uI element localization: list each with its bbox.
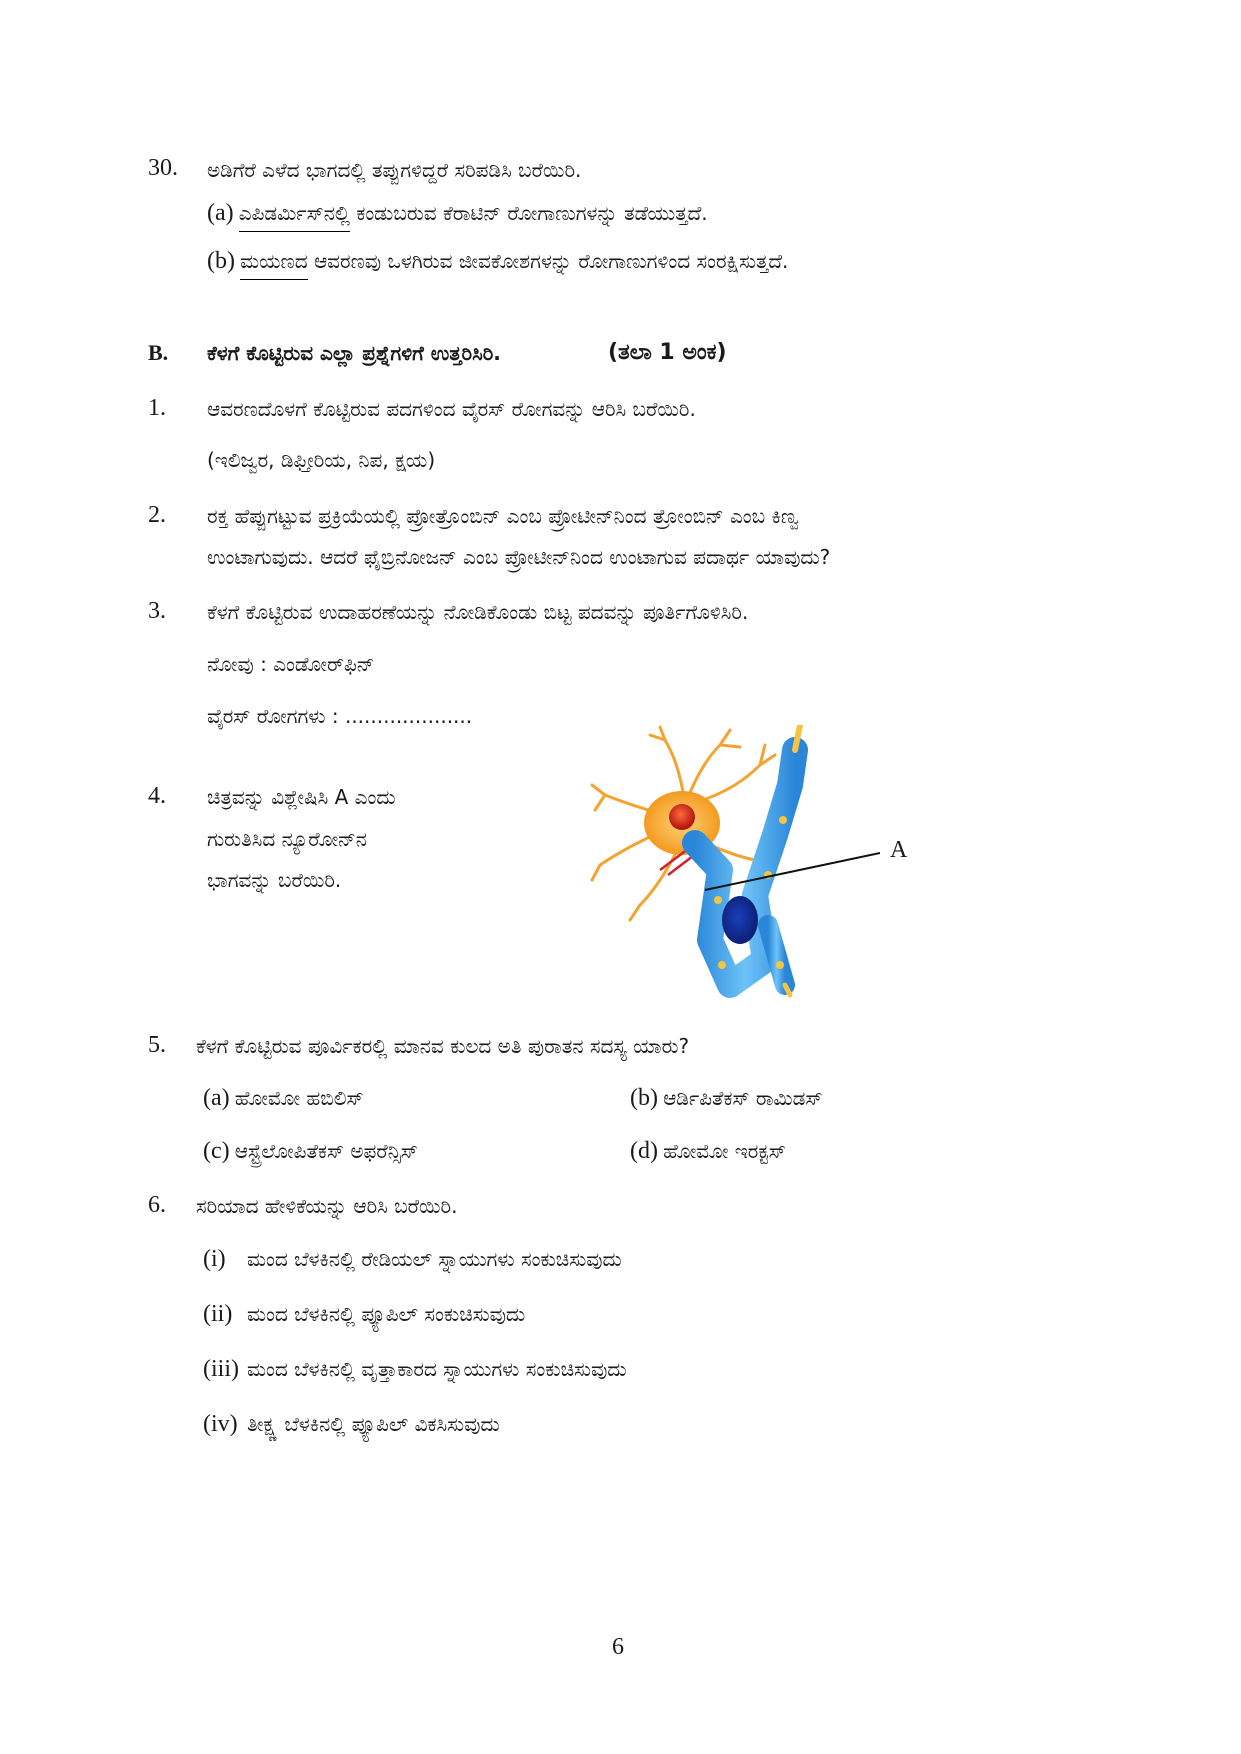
schwann-cell-nucleus — [722, 896, 758, 944]
q5-d-label: (d) — [630, 1138, 658, 1164]
q4-number: 4. — [148, 783, 166, 809]
q5-option-d — [630, 1138, 786, 1165]
q6-option-iii — [203, 1356, 627, 1383]
q5-b-text: ಆರ್ಡಿಪಿತೆಕಸ್ ರಾಮಿಡಸ್ — [663, 1086, 823, 1110]
q30-b-label: (b) — [207, 248, 235, 274]
q3-text: ಕೆಳಗೆ ಕೊಟ್ಟಿರುವ ಉದಾಹರಣೆಯನ್ನು ನೋಡಿಕೊಂಡು ಬಿಟ್ಟ ಪದವನ್ನು ಪೂರ್ತಿಗೊಳಿಸಿರಿ. — [207, 600, 749, 624]
label-a: A — [890, 837, 908, 863]
q6-ii-label: (ii) — [203, 1301, 233, 1327]
q30-a-underlined: ಎಪಿಡರ್ಮಿಸ್‌ನಲ್ಲಿ — [239, 201, 350, 232]
q6-option-iv — [203, 1411, 500, 1438]
q4-line3: ಭಾಗವನ್ನು ಬರೆಯಿರಿ. — [207, 868, 342, 892]
q6-iv-text: ತೀಕ್ಷ್ಣ ಬೆಳಕಿನಲ್ಲಿ ಪ್ಯೂಪಿಲ್ ವಿಕಸಿಸುವುದು — [247, 1412, 500, 1436]
q5-a-text: ಹೋಮೋ ಹಬಿಲಿಸ್ — [234, 1086, 364, 1110]
q30-text: ಅಡಿಗೆರೆ ಎಳೆದ ಭಾಗದಲ್ಲಿ ತಪ್ಪುಗಳಿದ್ದರೆ ಸರಿಪಡಿಸಿ ಬರೆಯಿರಿ. — [207, 158, 582, 182]
page-number: 6 — [612, 1634, 624, 1660]
section-b-marks: (ತಲಾ 1 ಅಂಕ) — [608, 340, 727, 365]
axon — [695, 725, 800, 995]
q1-number: 1. — [148, 395, 166, 421]
q2-line2: ಉಂಟಾಗುವುದು. ಆದರೆ ಫೈಬ್ರಿನೋಜನ್ ಎಂಬ ಪ್ರೋಟೀನ್‌ನಿಂದ ಉಂಟಾಗುವ ಪದಾರ್ಥ ಯಾವುದು? — [207, 545, 831, 569]
q6-i-text: ಮಂದ ಬೆಳಕಿನಲ್ಲಿ ರೇಡಿಯಲ್ ಸ್ನಾಯುಗಳು ಸಂಕುಚಿಸುವುದು — [247, 1247, 622, 1271]
q30-a-text: ಕಂಡುಬರುವ ಕೆರಾಟಿನ್ ರೋಗಾಣುಗಳನ್ನು ತಡೆಯುತ್ತದೆ. — [349, 201, 708, 225]
q5-c-text: ಆಸ್ಟ್ರೆಲೋಪಿತೆಕಸ್ ಅಫರೆನ್ಸಿಸ್ — [234, 1139, 418, 1163]
q6-iv-label: (iv) — [203, 1411, 238, 1437]
q6-ii-text: ಮಂದ ಬೆಳಕಿನಲ್ಲಿ ಪ್ಯೂಪಿಲ್ ಸಂಕುಚಿಸುವುದು — [247, 1302, 526, 1326]
q6-text: ಸರಿಯಾದ ಹೇಳಿಕೆಯನ್ನು ಆರಿಸಿ ಬರೆಯಿರಿ. — [196, 1194, 458, 1218]
q4-line2: ಗುರುತಿಸಿದ ನ್ಯೂರೋನ್‌ನ — [207, 827, 367, 851]
q30-number: 30. — [148, 155, 178, 181]
q5-option-c — [203, 1138, 418, 1165]
q3-number: 3. — [148, 598, 166, 624]
q6-iii-label: (iii) — [203, 1356, 239, 1382]
nucleus — [669, 804, 695, 830]
q3-example: ನೋವು : ಎಂಡೋರ್‌ಫಿನ್ — [207, 652, 375, 676]
q5-c-label: (c) — [203, 1138, 230, 1164]
q6-number: 6. — [148, 1192, 166, 1218]
section-b-title: ಕೆಳಗೆ ಕೊಟ್ಟಿರುವ ಎಲ್ಲಾ ಪ್ರಶ್ನೆಗಳಿಗೆ ಉತ್ತರಿಸಿರಿ. — [207, 341, 501, 365]
q5-d-text: ಹೋಮೋ ಇರಕ್ಟಸ್ — [663, 1139, 786, 1163]
q2-number: 2. — [148, 502, 166, 528]
q5-option-a — [203, 1085, 364, 1112]
q5-option-b — [630, 1085, 823, 1112]
q6-option-ii — [203, 1301, 525, 1328]
q5-b-label: (b) — [630, 1085, 658, 1111]
q1-options: (ಇಲಿಜ್ವರ, ಡಿಫ್ತೀರಿಯ, ನಿಪ, ಕ್ಷಯ) — [207, 448, 436, 472]
q30-option-b — [207, 248, 788, 275]
section-b-letter: B. — [148, 340, 169, 365]
q5-text: ಕೆಳಗೆ ಕೊಟ್ಟಿರುವ ಪೂರ್ವಿಕರಲ್ಲಿ ಮಾನವ ಕುಲದ ಅತಿ ಪುರಾತನ ಸದಸ್ಯ ಯಾರು? — [196, 1034, 690, 1058]
q6-option-i — [203, 1246, 622, 1273]
q5-a-label: (a) — [203, 1085, 230, 1111]
q3-blank: ವೈರಸ್ ರೋಗಗಳು : .................... — [207, 704, 473, 728]
q2-line1: ರಕ್ತ ಹೆಪ್ಪುಗಟ್ಟುವ ಪ್ರಕ್ರಿಯೆಯಲ್ಲಿ ಪ್ರೋತ್ರೊಂಬಿನ್ ಎಂಬ ಪ್ರೋಟೀನ್‌ನಿಂದ ತ್ರೋಂಬಿನ್ ಎಂಬ ಕಿಣ್ವ — [207, 504, 799, 528]
q5-number: 5. — [148, 1032, 166, 1058]
q6-i-label: (i) — [203, 1246, 226, 1272]
q30-b-underlined: ಮಯಣದ — [240, 249, 308, 280]
q30-option-a — [207, 200, 708, 227]
q30-a-label: (a) — [207, 200, 234, 226]
neuron-figure — [590, 725, 880, 1005]
q1-text: ಆವರಣದೊಳಗೆ ಕೊಟ್ಟಿರುವ ಪದಗಳಿಂದ ವೈರಸ್ ರೋಗವನ್ನು ಆರಿಸಿ ಬರೆಯಿರಿ. — [207, 397, 696, 421]
q6-iii-text: ಮಂದ ಬೆಳಕಿನಲ್ಲಿ ವೃತ್ತಾಕಾರದ ಸ್ನಾಯುಗಳು ಸಂಕುಚಿಸುವುದು — [247, 1357, 627, 1381]
q4-line1: ಚಿತ್ರವನ್ನು ವಿಶ್ಲೇಷಿಸಿ A ಎಂದು — [207, 785, 396, 809]
q30-b-text: ಆವರಣವು ಒಳಗಿರುವ ಜೀವಕೋಶಗಳನ್ನು ರೋಗಾಣುಗಳಿಂದ ಸಂರಕ್ಷಿಸುತ್ತದೆ. — [307, 249, 789, 273]
